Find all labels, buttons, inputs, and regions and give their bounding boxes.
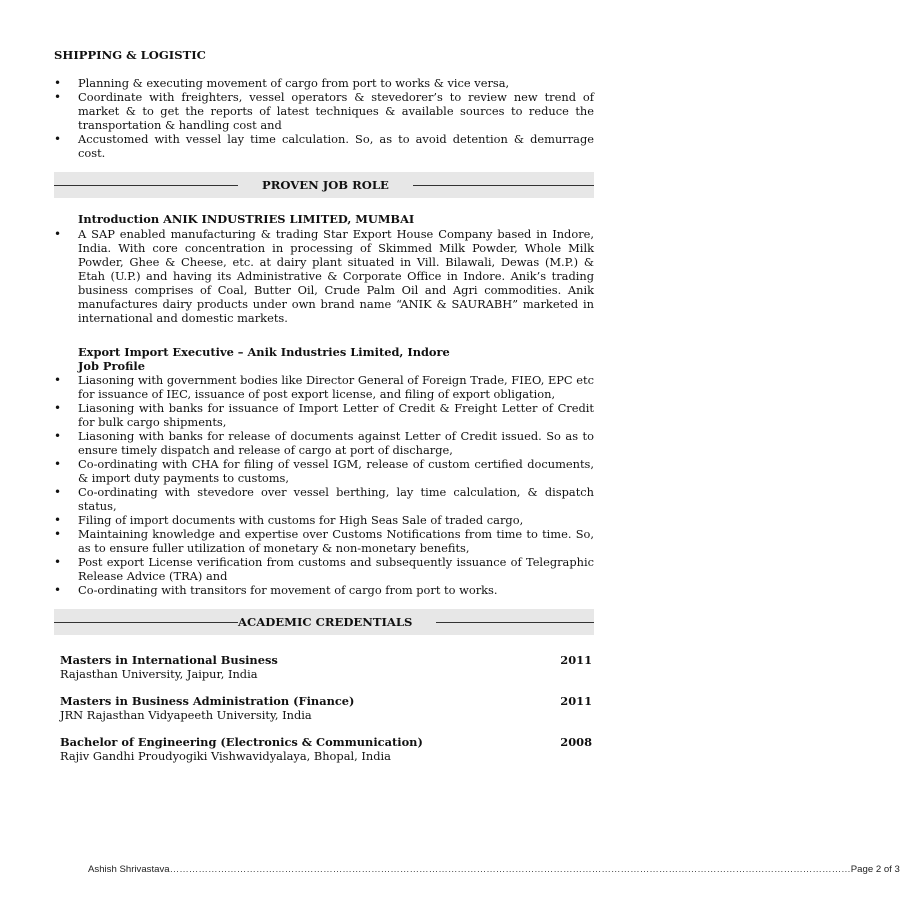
job-role-banner bbox=[54, 172, 594, 198]
degree-title: Bachelor of Engineering (Electronics & Communication) bbox=[60, 735, 423, 749]
banner-rule-left bbox=[54, 622, 238, 623]
degree-year: 2011 bbox=[560, 653, 592, 667]
degree-year: 2008 bbox=[560, 735, 592, 749]
banner-title: PROVEN JOB ROLE bbox=[262, 178, 389, 192]
footer-name: Ashish Shrivastava bbox=[88, 864, 170, 875]
job-profile-list bbox=[54, 373, 594, 597]
education-entry bbox=[54, 694, 594, 723]
list-item: • Filing of import documents with customs for High Seas Sale of traded cargo, bbox=[54, 513, 594, 527]
job-profile-heading: Job Profile bbox=[78, 359, 145, 373]
company-intro-heading: Introduction ANIK INDUSTRIES LIMITED, MUMBAI bbox=[78, 212, 415, 226]
academic-banner bbox=[54, 609, 594, 635]
list-item: • Co-ordinating with transitors for movement of cargo from port to works. bbox=[54, 583, 594, 597]
list-item: • Liasoning with banks for release of documents against Letter of Credit issued. So as to ensure timely dispatch and release of cargo at port of discharge, bbox=[54, 429, 594, 457]
position-heading: Export Import Executive – Anik Industries Limited, Indore bbox=[78, 345, 450, 359]
list-item: • Co-ordinating with CHA for filing of vessel IGM, release of custom certified documents, & import duty payments to customs, bbox=[54, 457, 594, 485]
list-item: • Post export License verification from customs and subsequently issuance of Telegraphic Release Advice (TRA) and bbox=[54, 555, 594, 583]
banner-rule-right bbox=[413, 185, 594, 186]
list-item: • Co-ordinating with stevedore over vessel berthing, lay time calculation, & dispatch status, bbox=[54, 485, 594, 513]
footer-leader-dots: …………………………………………………………………………………………………………………………………………………………………………………………… bbox=[169, 864, 851, 875]
shipping-list bbox=[54, 76, 594, 160]
education-entry bbox=[54, 735, 594, 764]
footer-page-number: Page 2 of 3 bbox=[850, 864, 900, 875]
institution: Rajiv Gandhi Proudyogiki Vishwavidyalaya, Bhopal, India bbox=[60, 749, 391, 763]
banner-rule-right bbox=[436, 622, 594, 623]
banner-rule-left bbox=[54, 185, 238, 186]
list-item: • Liasoning with government bodies like Director General of Foreign Trade, FIEO, EPC etc for issuance of IEC, issuance of post export license, and filing of export obligation, bbox=[54, 373, 594, 401]
page-footer bbox=[88, 864, 900, 875]
education-entry bbox=[54, 653, 594, 682]
list-item: • Accustomed with vessel lay time calculation. So, as to avoid detention & demurrage cost. bbox=[54, 132, 594, 160]
degree-title: Masters in International Business bbox=[60, 653, 278, 667]
degree-year: 2011 bbox=[560, 694, 592, 708]
intro-list bbox=[54, 227, 594, 325]
banner-title: ACADEMIC CREDENTIALS bbox=[238, 615, 413, 629]
list-item: • Coordinate with freighters, vessel operators & stevedorer’s to review new trend of market & to get the reports of latest techniques & available sources to reduce the transportation & handling cost and bbox=[54, 90, 594, 132]
resume-page bbox=[54, 48, 594, 764]
institution: Rajasthan University, Jaipur, India bbox=[60, 667, 258, 681]
list-item: • Maintaining knowledge and expertise over Customs Notifications from time to time. So, as to ensure fuller utilization of monetary & non-monetary benefits, bbox=[54, 527, 594, 555]
shipping-heading: SHIPPING & LOGISTIC bbox=[54, 48, 206, 62]
list-item: • Liasoning with banks for issuance of Import Letter of Credit & Freight Letter of Credit for bulk cargo shipments, bbox=[54, 401, 594, 429]
institution: JRN Rajasthan Vidyapeeth University, India bbox=[60, 708, 312, 722]
degree-title: Masters in Business Administration (Finance) bbox=[60, 694, 355, 708]
list-item: • Planning & executing movement of cargo from port to works & vice versa, bbox=[54, 76, 594, 90]
list-item: • A SAP enabled manufacturing & trading Star Export House Company based in Indore, India. With core concentration in processing of Skimmed Milk Powder, Whole Milk Powder, Ghee & Cheese, etc. at dairy plant situated in Vill. Bilawali, Dewas (M.P.) & Etah (U.P.) and having its Administrative & Corporate Office in Indore. Anik’s trading business comprises of Coal, Butter Oil, Crude Palm Oil and Agri commodities. Anik manufactures dairy products under own brand name “ANIK & SAURABH” marketed in international and domestic markets. bbox=[54, 227, 594, 325]
